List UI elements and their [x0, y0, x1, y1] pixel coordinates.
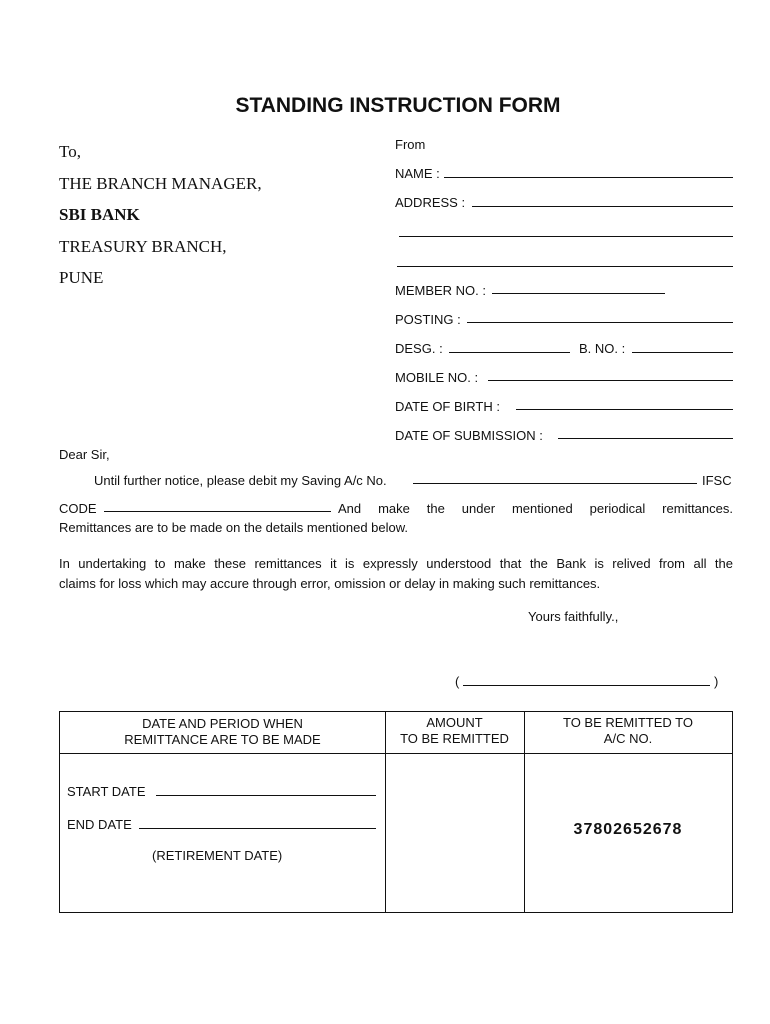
undertaking-text-line-1: In undertaking to make these remittances it is expressly understood that the Bank is relived from all the: [59, 556, 733, 571]
addressee-line-1: THE BRANCH MANAGER,: [59, 174, 262, 193]
saving-account-field[interactable]: [413, 483, 697, 484]
col-header-date-period: [60, 716, 385, 748]
debit-instruction-text: Until further notice, please debit my Saving A/c No.: [94, 473, 387, 488]
b-no-field[interactable]: [632, 352, 733, 353]
signature-field[interactable]: [463, 685, 710, 686]
ifsc-code-field[interactable]: [104, 511, 331, 512]
undertaking-text-line-2: claims for loss which may accure through error, omission or delay in making such remittances.: [59, 576, 601, 591]
from-label: From: [395, 137, 426, 152]
col-header-account-line-2: A/C NO.: [603, 731, 653, 746]
posting-label: POSTING :: [395, 312, 461, 327]
desg-field[interactable]: [449, 352, 570, 353]
retirement-date-note: (RETIREMENT DATE): [152, 848, 283, 863]
start-date-label: START DATE: [67, 784, 146, 799]
amount-cell[interactable]: [385, 754, 524, 912]
account-number: 37802652678: [573, 821, 683, 838]
end-date-label: END DATE: [67, 817, 132, 832]
ifsc-label: IFSC: [702, 473, 732, 488]
signature-open-paren: (: [455, 674, 460, 689]
col-header-amount-line-1: AMOUNT: [426, 715, 483, 730]
member-no-field[interactable]: [492, 293, 665, 294]
posting-field[interactable]: [467, 322, 733, 323]
remittance-instruction-text: And make the under mentioned periodical remittances.: [338, 501, 733, 516]
page-title: STANDING INSTRUCTION FORM: [235, 94, 561, 117]
address-label: ADDRESS :: [395, 195, 466, 210]
col-header-date-period-line-1: DATE AND PERIOD WHEN: [142, 716, 303, 731]
col-header-account-line-1: TO BE REMITTED TO: [562, 715, 694, 730]
code-label: CODE: [59, 501, 97, 516]
start-date-field[interactable]: [156, 795, 376, 796]
b-no-label: B. NO. :: [579, 341, 626, 356]
col-header-amount-line-2: TO BE REMITTED: [400, 731, 509, 746]
desg-label: DESG. :: [395, 341, 443, 356]
closing-text: Yours faithfully.,: [528, 609, 619, 624]
salutation: Dear Sir,: [59, 447, 110, 462]
addressee-city: PUNE: [59, 268, 104, 287]
end-date-field[interactable]: [139, 828, 376, 829]
submission-date-label: DATE OF SUBMISSION :: [395, 428, 543, 443]
mobile-field[interactable]: [488, 380, 733, 381]
col-header-date-period-line-2: REMITTANCE ARE TO BE MADE: [124, 732, 321, 747]
remittance-details-text: Remittances are to be made on the details mentioned below.: [59, 520, 409, 535]
addressee-bank: SBI BANK: [59, 205, 140, 224]
address-field-line-2[interactable]: [399, 236, 733, 237]
member-no-label: MEMBER NO. :: [395, 283, 487, 298]
submission-date-field[interactable]: [558, 438, 733, 439]
name-field[interactable]: [444, 177, 733, 178]
col-header-account: [524, 715, 732, 747]
signature-close-paren: ): [714, 674, 719, 689]
to-label: To,: [59, 142, 81, 161]
address-field-line-1[interactable]: [472, 206, 733, 207]
address-field-line-3[interactable]: [397, 266, 733, 267]
dob-label: DATE OF BIRTH :: [395, 399, 500, 414]
mobile-label: MOBILE NO. :: [395, 370, 479, 385]
dob-field[interactable]: [516, 409, 733, 410]
remittance-table: [59, 711, 733, 913]
col-header-amount: [385, 715, 524, 747]
name-label: NAME :: [395, 166, 440, 181]
addressee-branch: TREASURY BRANCH,: [59, 237, 227, 256]
